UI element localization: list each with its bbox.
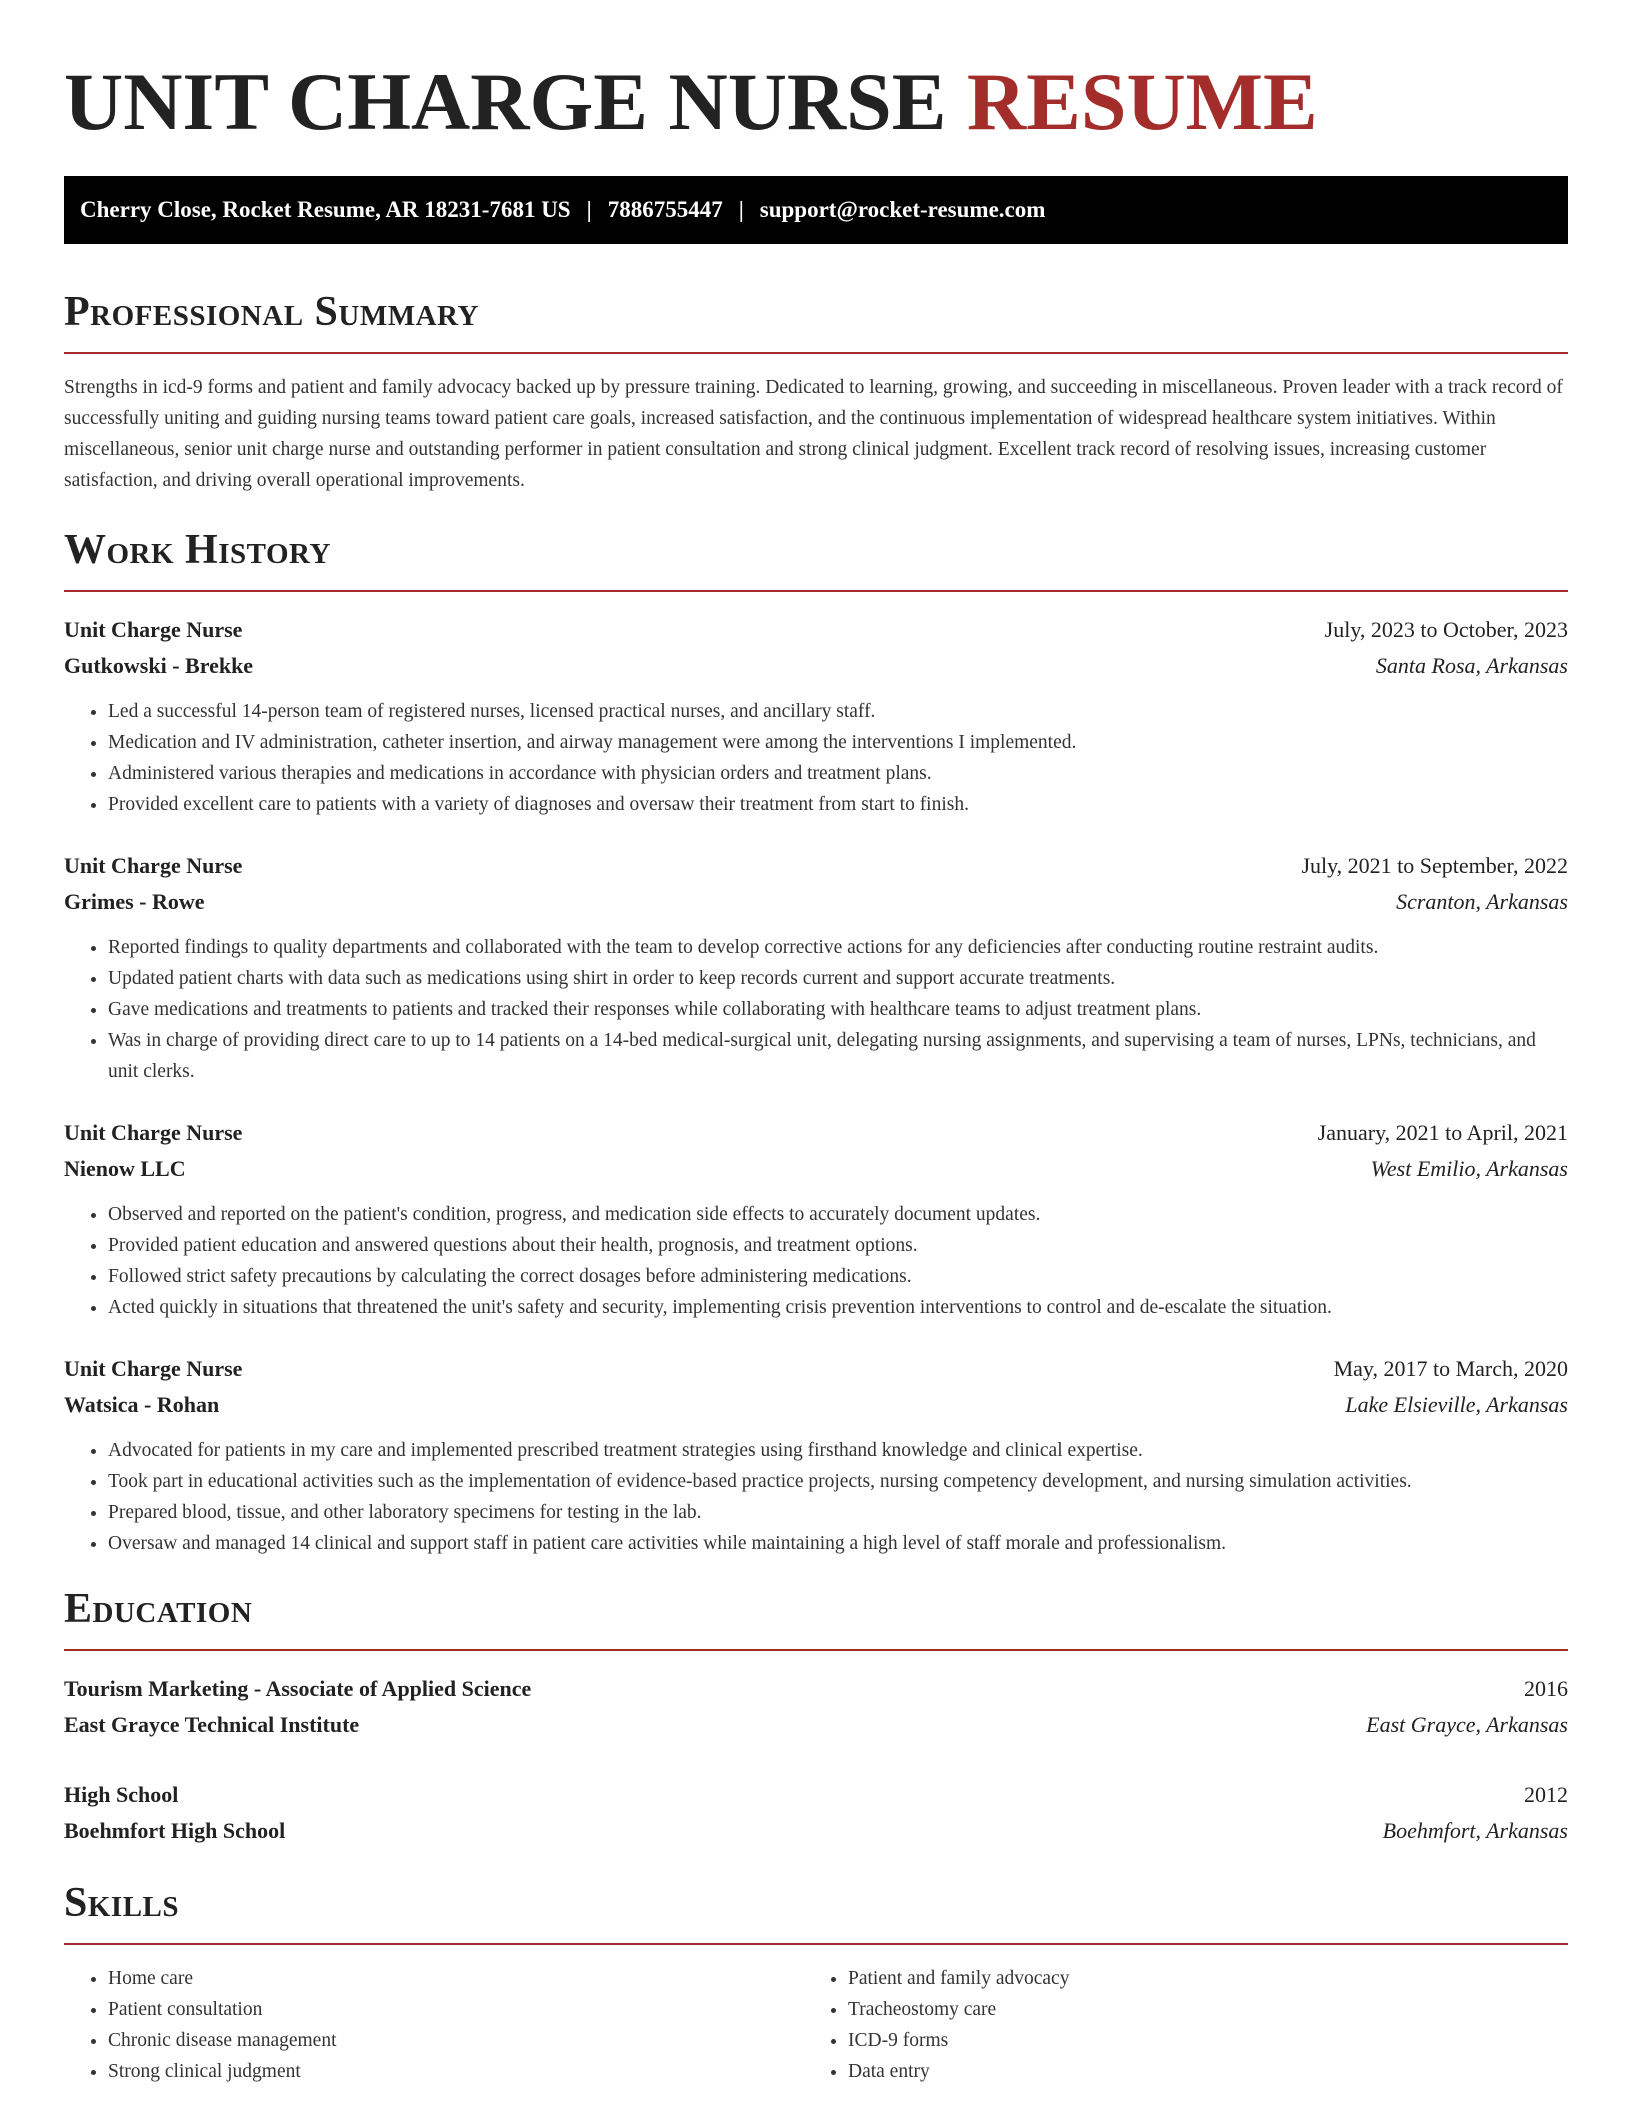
skills-column [804,1963,1568,2087]
skill-item: • Chronic disease management [108,2025,804,2056]
summary-text: Strengths in icd-9 forms and patient and family advocacy backed up by pressure training. Dedicated to learning, growing, and succeeding in miscellaneous. Proven leader with a track record of successfully uniting and guiding nursing teams toward patient care goals, increased satisfaction, and the continuous implementation of widespread healthcare system initiatives. Within miscellaneous, senior unit charge nurse and outstanding performer in patient consultation and strong clinical judgment. Excellent track record of resolving issues, increasing customer satisfaction, and driving overall operational improvements. [64,377,1563,491]
contact-phone: 7886755447 [607,197,723,222]
job-location: Lake Elsieville, Arkansas [1345,1392,1568,1417]
job-duty: • Oversaw and managed 14 clinical and support staff in patient care activities while maintaining a high level of staff morale and professionalism. [108,1528,1568,1559]
job-location: Santa Rosa, Arkansas [1375,653,1568,678]
job-duty: • Was in charge of providing direct care to up to 14 patients on a 14-bed medical-surgical unit, delegating nursing assignments, and supervising a team of nurses, LPNs, technicians, and unit clerks. [108,1025,1568,1087]
title-accent: RESUME [966,56,1318,147]
job-duty: • Administered various therapies and medications in accordance with physician orders and treatment plans. [108,758,1568,789]
job-duty: • Reported findings to quality departments and collaborated with the team to develop corrective actions for any deficiencies after conducting routine restraint audits. [108,932,1568,963]
job-duties [64,932,1568,1087]
education-school: Boehmfort High School [64,1818,286,1843]
skill-item: • Tracheostomy care [848,1994,1568,2025]
job-duty: • Provided patient education and answered questions about their health, prognosis, and treatment options. [108,1230,1568,1261]
education-school: East Grayce Technical Institute [64,1712,360,1737]
section-divider [64,590,1568,592]
job-entry [64,848,1568,1087]
job-duty: • Observed and reported on the patient's condition, progress, and medication side effects to accurately document updates. [108,1199,1568,1230]
education-location: East Grayce, Arkansas [1366,1712,1568,1737]
job-duty: • Prepared blood, tissue, and other laboratory specimens for testing in the lab. [108,1497,1568,1528]
education-degree: Tourism Marketing - Associate of Applied Science [64,1676,532,1701]
education-degree: High School [64,1782,179,1807]
job-duty: • Led a successful 14-person team of registered nurses, licensed practical nurses, and ancillary staff. [108,696,1568,727]
contact-bar [64,176,1568,244]
section-divider [64,352,1568,354]
job-entry [64,1351,1568,1559]
contact-separator: | [738,197,744,222]
job-duties [64,696,1568,820]
job-company: Grimes - Rowe [64,889,205,914]
skills-column [64,1963,804,2087]
section-divider [64,1649,1568,1651]
job-duties [64,1435,1568,1559]
job-duty: • Provided excellent care to patients with a variety of diagnoses and oversaw their treatment from start to finish. [108,789,1568,820]
section-heading-skills: Skills [64,1880,180,1926]
job-dates: July, 2023 to October, 2023 [1324,617,1568,642]
resume-title [64,58,1568,146]
skill-item: • Patient and family advocacy [848,1963,1568,1994]
job-entry [64,1115,1568,1323]
job-company: Gutkowski - Brekke [64,653,254,678]
education-year: 2016 [1524,1676,1568,1701]
section-heading-summary: Professional Summary [64,289,479,335]
job-company: Nienow LLC [64,1156,186,1181]
job-duty: • Gave medications and treatments to patients and tracked their responses while collaborating with healthcare teams to adjust treatment plans. [108,994,1568,1025]
skill-item: • Home care [108,1963,804,1994]
job-duty: • Took part in educational activities such as the implementation of evidence-based practice projects, nursing competency development, and nursing simulation activities. [108,1466,1568,1497]
job-title: Unit Charge Nurse [64,1356,243,1381]
job-duty: • Advocated for patients in my care and implemented prescribed treatment strategies using firsthand knowledge and clinical expertise. [108,1435,1568,1466]
job-entry [64,612,1568,820]
section-divider [64,1943,1568,1945]
job-duty: • Acted quickly in situations that threatened the unit's safety and security, implementing crisis prevention interventions to control and de-escalate the situation. [108,1292,1568,1323]
education-entry [64,1777,1568,1849]
skill-item: • ICD-9 forms [848,2025,1568,2056]
skill-item: • Strong clinical judgment [108,2056,804,2087]
job-dates: January, 2021 to April, 2021 [1317,1120,1568,1145]
job-title: Unit Charge Nurse [64,617,243,642]
section-heading-education: Education [64,1586,253,1632]
title-main: UNIT CHARGE NURSE [64,56,947,147]
job-location: Scranton, Arkansas [1396,889,1568,914]
job-duty: • Medication and IV administration, catheter insertion, and airway management were among the interventions I implemented. [108,727,1568,758]
job-location: West Emilio, Arkansas [1370,1156,1568,1181]
contact-separator: | [586,197,592,222]
job-title: Unit Charge Nurse [64,853,243,878]
skill-item: • Patient consultation [108,1994,804,2025]
job-title: Unit Charge Nurse [64,1120,243,1145]
job-company: Watsica - Rohan [64,1392,220,1417]
job-duty: • Followed strict safety precautions by calculating the correct dosages before administering medications. [108,1261,1568,1292]
section-heading-work-history: Work History [64,527,331,573]
education-year: 2012 [1524,1782,1568,1807]
contact-address: Cherry Close, Rocket Resume, AR 18231-7681 US [80,197,571,222]
job-dates: July, 2021 to September, 2022 [1301,853,1568,878]
job-duty: • Updated patient charts with data such as medications using shirt in order to keep records current and support accurate treatments. [108,963,1568,994]
job-duties [64,1199,1568,1323]
education-location: Boehmfort, Arkansas [1382,1818,1568,1843]
skills-list [64,1963,1568,2087]
skill-item: • Data entry [848,2056,1568,2087]
contact-email: support@rocket-resume.com [759,197,1046,222]
education-entry [64,1671,1568,1743]
job-dates: May, 2017 to March, 2020 [1333,1356,1568,1381]
